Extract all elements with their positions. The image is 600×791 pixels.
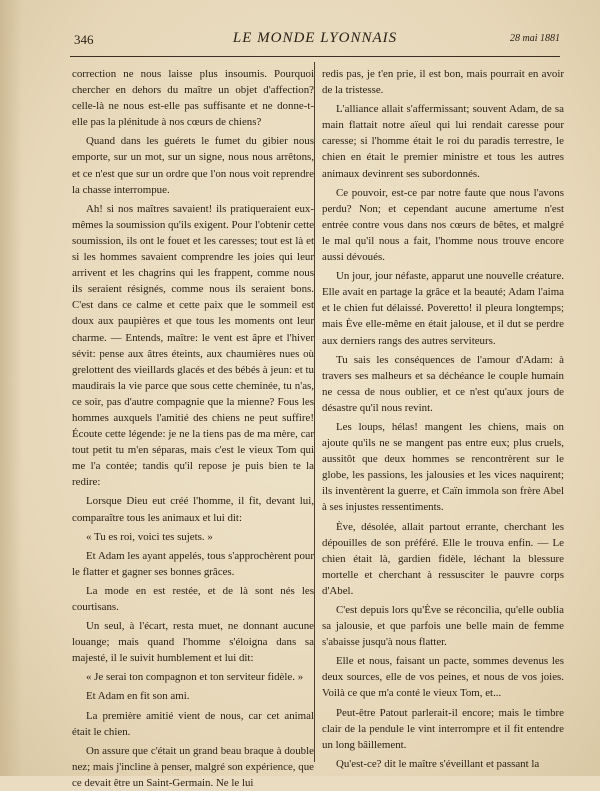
paragraph: La mode en est restée, et de là sont nés les courtisans. <box>72 584 314 613</box>
page-binding-shadow <box>0 0 22 776</box>
paragraph: Ce pouvoir, est-ce par notre faute que nous l'avons perdu? Non; et cependant aucune amertume n'est entrée contre vous dans nos cœurs de bêtes, et malgré le mal qu'il nous a fait, l'homme nous trouve encore aussi dévoués. <box>322 186 564 264</box>
paragraph: Peut-être Patout parlerait-il encore; mais le timbre clair de la pendule le vint interrompre et il fit entendre un long bâillement. <box>322 706 564 751</box>
paragraph: Qu'est-ce? dit le maître s'éveillant et passant la <box>336 757 540 770</box>
paragraph: Quand dans les guérets le fumet du gibier nous emporte, sur un mot, sur un signe, nous nous arrêtons, et ce n'est que sur un ordre que l'on nous voit reprendre la chasse interrompue. <box>72 135 314 196</box>
paragraph: Et Adam les ayant appelés, tous s'approchèrent pour le flatter et gagner ses bonnes grâces. <box>72 549 314 578</box>
header-rule <box>70 56 560 57</box>
paragraph: Lorsque Dieu eut créé l'homme, il fit, devant lui, comparaître tous les animaux et lui dit: <box>72 495 314 524</box>
page-number: 346 <box>74 32 94 47</box>
paragraph: C'est depuis lors qu'Ève se réconcilia, qu'elle oublia sa jalousie, et que parfois une belle main de femme s'abaisse jusqu'à nous flatter. <box>322 604 564 649</box>
paragraph: Elle et nous, faisant un pacte, sommes devenus les deux sources, elle de vos peines, et nous de vos joies. Voilà ce que m'a conté le vieux Tom, et... <box>322 655 564 700</box>
paragraph: « Tu es roi, voici tes sujets. » <box>86 530 213 543</box>
journal-title: LE MONDE LYONNAIS <box>232 30 398 46</box>
paragraph: Ève, désolée, allait partout errante, cherchant les dépouilles de son préféré. Elle le trouva enfin. — Le chien était là, gardien fidèle, léchant la blessure mortelle et cherchant à ressusciter le pauvre corps d'Abel. <box>322 520 564 597</box>
paragraph: Un jour, jour néfaste, apparut une nouvelle créature. Elle avait en partage la grâce et la beauté; Adam l'aima et le chien fut délaissé. Poveretto! il pleura longtemps; mais Ève elle-même en était jalouse, et il dut se perdre aux derniers rangs des autres serviteurs. <box>322 270 564 347</box>
paragraph: Ah! si nos maîtres savaient! ils pratiqueraient eux-mêmes la soumission qu'ils exigent. Pour l'obtenir cette soumission, ils ont le fouet et les caresses; tout est là et si les hommes savaient comprendre les joies qui leur arrivent et les chagrins qui les frappent, comme nous ils seraient résignés, comme nous ils seraient bons. C'est dans ce calme et cette paix que le sommeil est doux aux paupières et que tous les moments ont leur charme. — Entends, maître: le vent est âpre et l'hiver sévit: pense aux âtres éteints, aux chaumières nues où grelottent des vieillards glacés et des bébés à jeun: et tu maudirais la vie parce que sous cette cheminée, tu n'as, ce soir, pas d'autre compagnie que la mienne? Fous les hommes auxquels l'amitié des chiens ne peut suffire! Écoute cette légende: je ne la tiens pas de ma mère, car tout petit tu m'en séparas, mais c'est le vieux Tom qui me l'a contée; tandis qu'il repose je puis bien te la redire: <box>72 202 314 489</box>
paragraph: redis pas, je t'en prie, il est bon, mais pourrait en avoir de la tristesse. <box>322 68 564 97</box>
right-column <box>322 66 564 770</box>
paragraph: Les loups, hélas! mangent les chiens, mais on ajoute qu'ils ne se mangent pas entre eux; plus cruels, aussitôt que deux hommes se rencontrèrent sur le globe, les passions, les jalousies et les vices naquirent; ils inventèrent la guerre, et Caïn immola son frère Abel à ses injustes ressentiments. <box>322 420 564 514</box>
issue-date: 28 mai 1881 <box>510 33 560 44</box>
paragraph: Tu sais les conséquences de l'amour d'Adam: à travers ses malheurs et sa déchéance le couple humain ne cessa de nous oublier, et ce n'est qu'aux jours de désastre qu'il nous revint. <box>322 353 564 414</box>
page-header <box>70 30 560 52</box>
paragraph: On assure que c'était un grand beau braque à double nez; mais j'incline à penser, malgré son expérience, que ce devait être un Saint-Germain. Ne le lui <box>72 744 314 789</box>
left-column <box>72 66 314 789</box>
paragraph: La première amitié vient de nous, car cet animal était le chien. <box>72 709 314 738</box>
paragraph: « Je serai ton compagnon et ton serviteur fidèle. » <box>86 671 304 684</box>
paragraph: correction ne nous laisse plus insoumis. Pourquoi chercher en dehors du maître un objet d'affection? celle-là ne nous est-elle pas suffisante et ne donne-t-elle pas la plénitude à nos cœurs de chiens? <box>72 68 314 129</box>
paragraph: Et Adam en fit son ami. <box>86 690 190 703</box>
paragraph: Un seul, à l'écart, resta muet, ne donnant aucune louange; mais quand l'homme s'éloigna dans sa majesté, il le suivit humblement et lui dit: <box>72 620 314 665</box>
column-divider <box>314 62 315 762</box>
paragraph: L'alliance allait s'affermissant; souvent Adam, de sa main flattait notre aïeul qui lui rendait caresse pour caresse; si l'homme était le roi du paradis terrestre, le chien en était le premier ministre et tous les autres animaux devinrent ses subordonnés. <box>322 103 564 180</box>
